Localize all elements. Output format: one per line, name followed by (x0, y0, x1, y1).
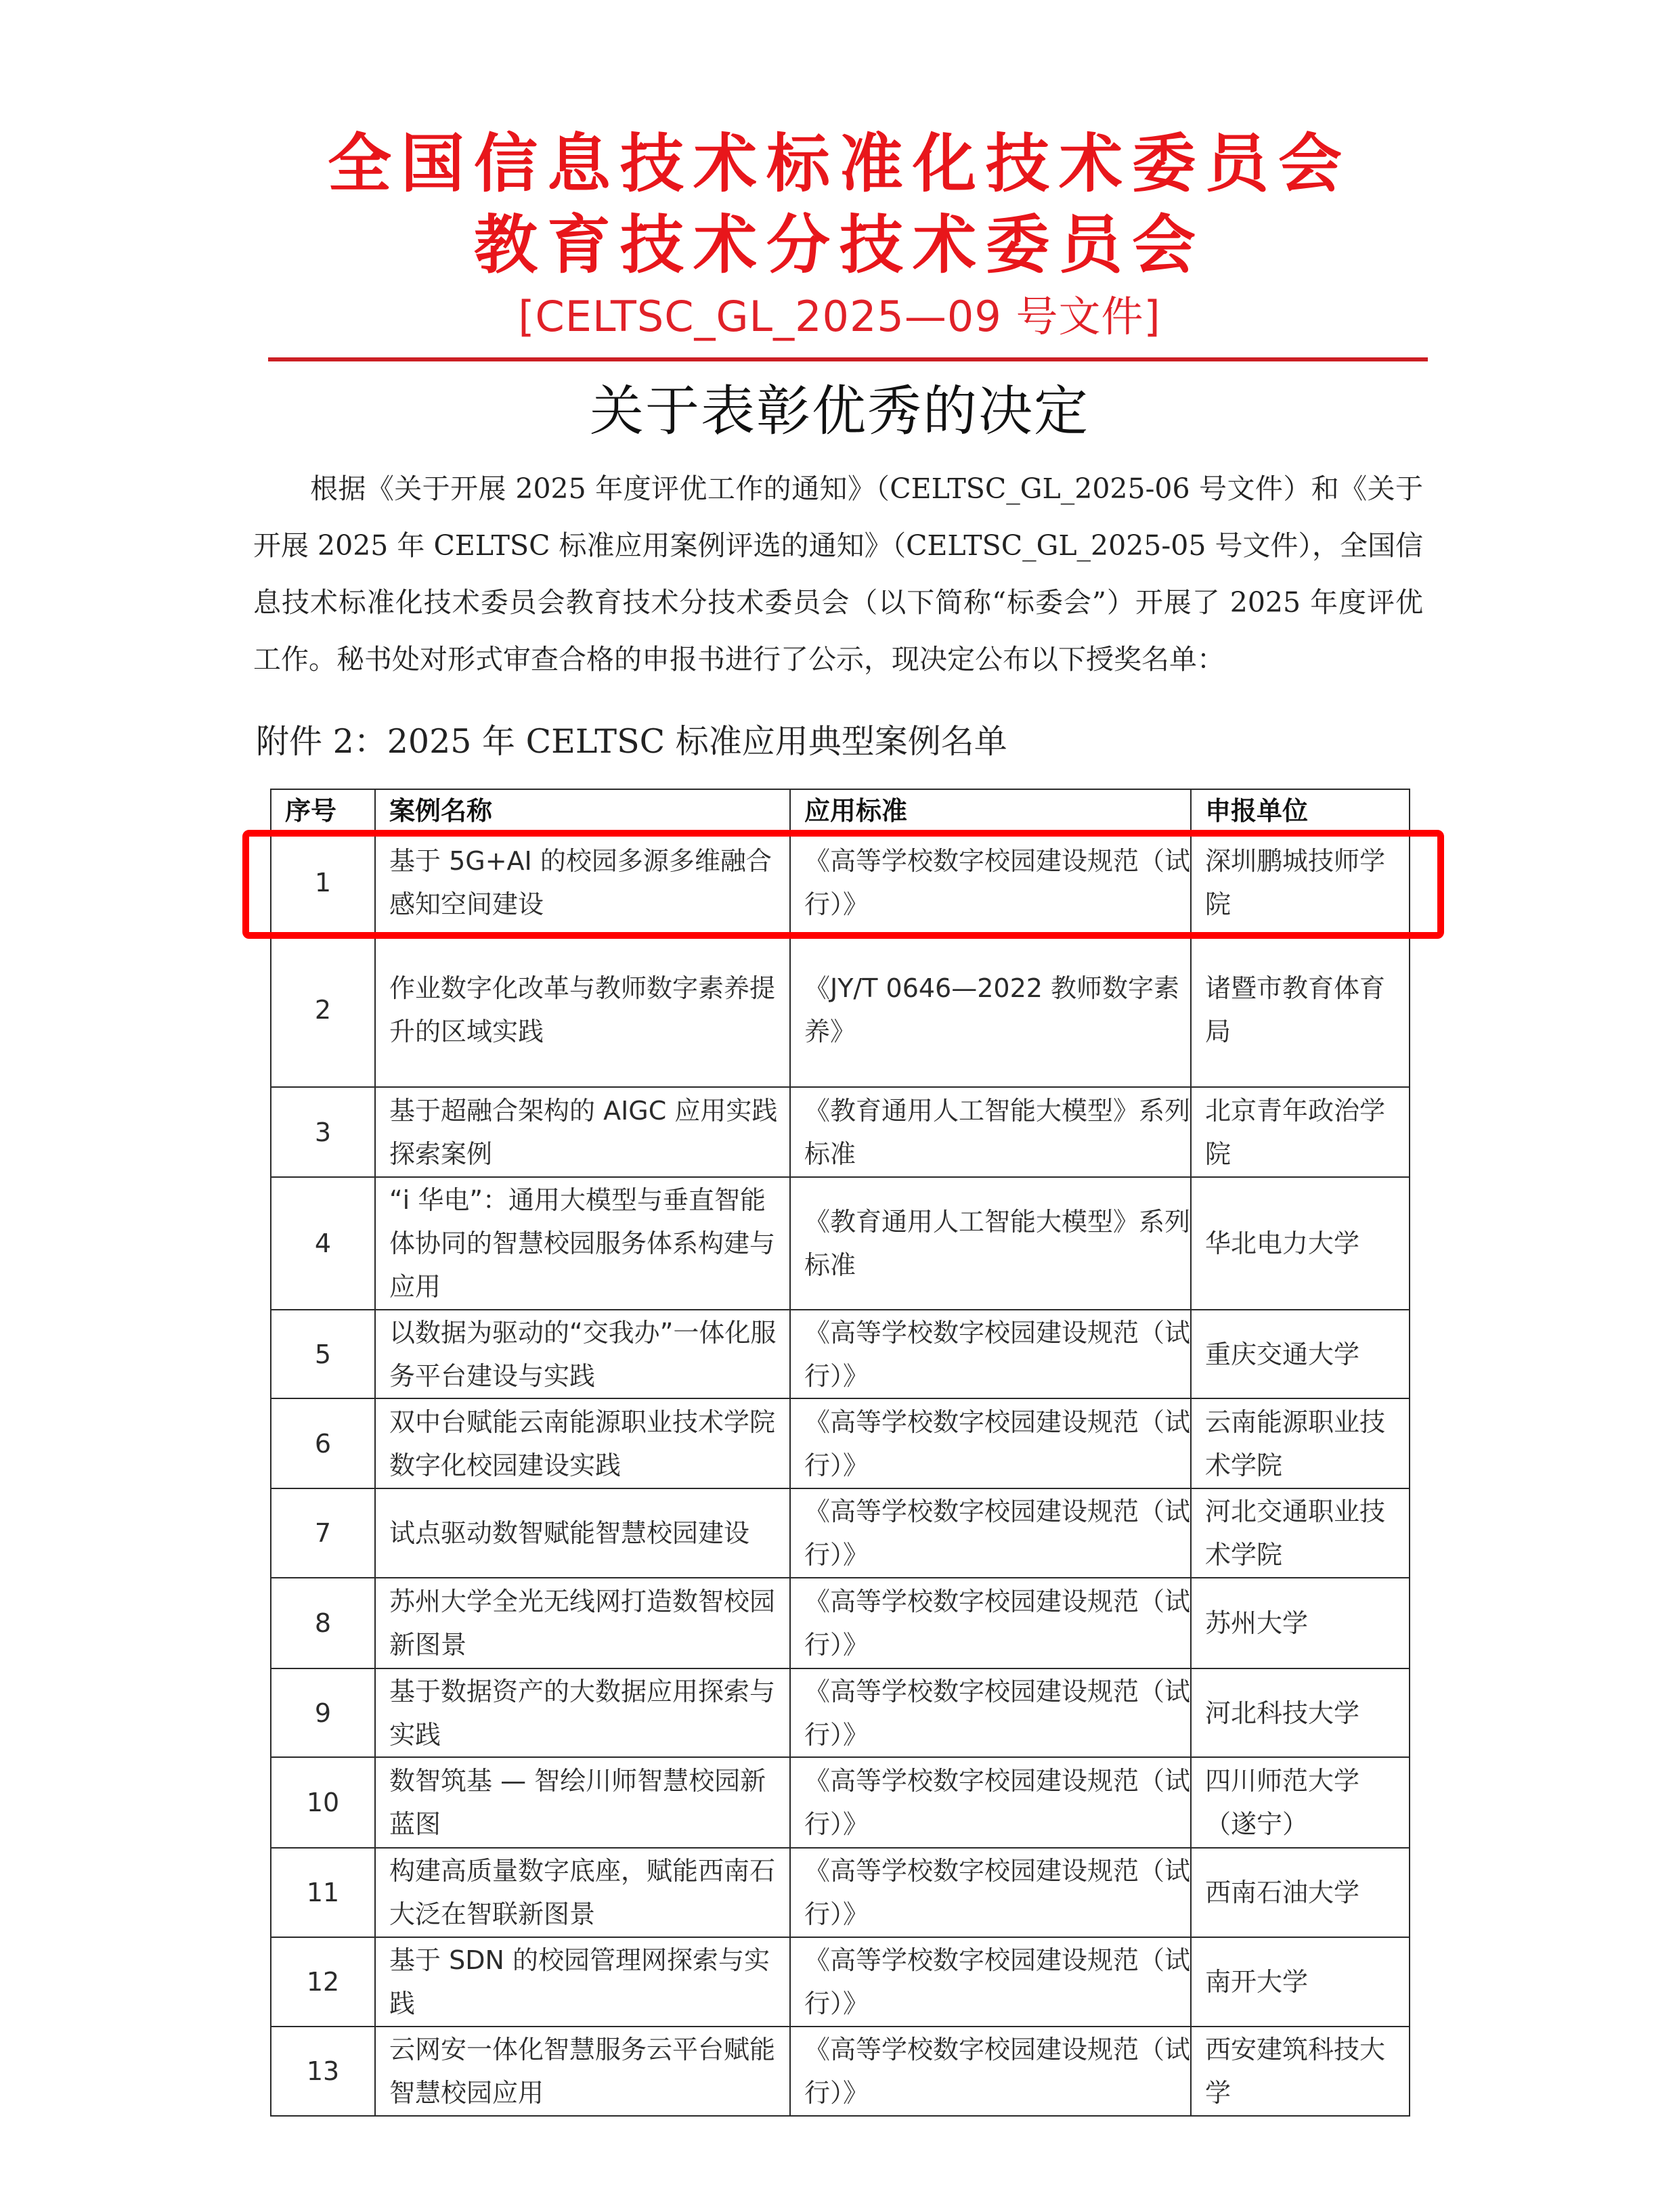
table-row (271, 1087, 1410, 1177)
cell-unit: 云南能源职业技术学院 (1191, 1398, 1410, 1488)
cell-no: 7 (271, 1488, 375, 1578)
cell-no: 12 (271, 1937, 375, 2027)
table-row (271, 1398, 1410, 1488)
cell-name: 试点驱动数智赋能智慧校园建设 (375, 1488, 790, 1578)
cell-standard: 《高等学校数字校园建设规范（试行）》 (790, 1398, 1191, 1488)
cell-name: 双中台赋能云南能源职业技术学院数字化校园建设实践 (375, 1398, 790, 1488)
table-row (271, 2027, 1410, 2116)
cell-name: 基于超融合架构的 AIGC 应用实践探索案例 (375, 1087, 790, 1177)
cell-standard: 《JY/T 0646—2022 教师数字素养》 (790, 933, 1191, 1087)
org-title-line2: 教育技术分技术委员会 (473, 208, 1205, 282)
cell-unit: 重庆交通大学 (1191, 1310, 1410, 1398)
table-row (271, 1578, 1410, 1668)
col-header-name: 案例名称 (375, 789, 790, 833)
attachment-title: 附件 2：2025 年 CELTSC 标准应用典型案例名单 (256, 722, 1007, 761)
cell-standard: 《高等学校数字校园建设规范（试行）》 (790, 1668, 1191, 1757)
table-row (271, 1848, 1410, 1937)
cell-name: 基于 5G+AI 的校园多源多维融合感知空间建设 (375, 833, 790, 933)
cell-standard: 《高等学校数字校园建设规范（试行）》 (790, 833, 1191, 933)
table-header-row (271, 789, 1410, 833)
table-row (271, 1668, 1410, 1757)
cell-unit: 河北交通职业技术学院 (1191, 1488, 1410, 1578)
cell-standard: 《高等学校数字校园建设规范（试行）》 (790, 1488, 1191, 1578)
cell-unit: 诸暨市教育体育局 (1191, 933, 1410, 1087)
cell-standard: 《高等学校数字校园建设规范（试行）》 (790, 1937, 1191, 2027)
cell-no: 3 (271, 1087, 375, 1177)
cell-name: 数智筑基 — 智绘川师智慧校园新蓝图 (375, 1757, 790, 1848)
cell-unit: 四川师范大学（遂宁） (1191, 1757, 1410, 1848)
col-header-standard: 应用标准 (790, 789, 1191, 833)
cell-no: 5 (271, 1310, 375, 1398)
cell-standard: 《高等学校数字校园建设规范（试行）》 (790, 2027, 1191, 2116)
table-row (271, 933, 1410, 1087)
cell-name: 苏州大学全光无线网打造数智校园新图景 (375, 1578, 790, 1668)
cell-unit: 苏州大学 (1191, 1578, 1410, 1668)
cell-no: 2 (271, 933, 375, 1087)
table-row (271, 833, 1410, 933)
org-title-line1: 全国信息技术标准化技术委员会 (327, 127, 1351, 201)
cell-standard: 《教育通用人工智能大模型》系列标准 (790, 1177, 1191, 1310)
cell-unit: 深圳鹏城技师学院 (1191, 833, 1410, 933)
table-row (271, 1488, 1410, 1578)
document-number: [CELTSC_GL_2025—09 号文件] (518, 292, 1161, 341)
cell-unit: 华北电力大学 (1191, 1177, 1410, 1310)
table-row (271, 1937, 1410, 2027)
cell-no: 13 (271, 2027, 375, 2116)
cell-unit: 南开大学 (1191, 1937, 1410, 2027)
table-row (271, 1757, 1410, 1848)
table-row (271, 1177, 1410, 1310)
cell-name: 作业数字化改革与教师数字素养提升的区域实践 (375, 933, 790, 1087)
cell-standard: 《高等学校数字校园建设规范（试行）》 (790, 1310, 1191, 1398)
col-header-unit: 申报单位 (1191, 789, 1410, 833)
cell-no: 4 (271, 1177, 375, 1310)
col-header-no: 序号 (271, 789, 375, 833)
cell-no: 6 (271, 1398, 375, 1488)
cell-unit: 河北科技大学 (1191, 1668, 1410, 1757)
cell-unit: 西南石油大学 (1191, 1848, 1410, 1937)
red-divider (268, 357, 1428, 361)
cell-name: 以数据为驱动的“交我办”一体化服务平台建设与实践 (375, 1310, 790, 1398)
cell-standard: 《教育通用人工智能大模型》系列标准 (790, 1087, 1191, 1177)
cell-name: 基于 SDN 的校园管理网探索与实践 (375, 1937, 790, 2027)
cell-name: 基于数据资产的大数据应用探索与实践 (375, 1668, 790, 1757)
cell-name: “i 华电”：通用大模型与垂直智能体协同的智慧校园服务体系构建与应用 (375, 1177, 790, 1310)
body-paragraph: 根据《关于开展 2025 年度评优工作的通知》（CELTSC_GL_2025-06 号文件）和《关于开展 2025 年 CELTSC 标准应用案例评选的通知》（CELTSC_GL_2025-05 号文件），全国信息技术标准化技术委员会教育技术分技术委员会（以下简称“标委会”）开展了 2025 年度评优工作。秘书处对形式审查合格的申报书进行了公示，现决定公布以下授奖名单： (253, 472, 1423, 676)
cell-name: 云网安一体化智慧服务云平台赋能智慧校园应用 (375, 2027, 790, 2116)
cell-unit: 北京青年政治学院 (1191, 1087, 1410, 1177)
cell-no: 9 (271, 1668, 375, 1757)
decision-heading: 关于表彰优秀的决定 (590, 380, 1089, 443)
cell-no: 1 (271, 833, 375, 933)
case-list-table (270, 789, 1410, 2117)
cell-standard: 《高等学校数字校园建设规范（试行）》 (790, 1578, 1191, 1668)
cell-name: 构建高质量数字底座，赋能西南石大泛在智联新图景 (375, 1848, 790, 1937)
cell-no: 11 (271, 1848, 375, 1937)
table-row (271, 1310, 1410, 1398)
cell-standard: 《高等学校数字校园建设规范（试行）》 (790, 1848, 1191, 1937)
cell-no: 8 (271, 1578, 375, 1668)
cell-no: 10 (271, 1757, 375, 1848)
cell-unit: 西安建筑科技大学 (1191, 2027, 1410, 2116)
cell-standard: 《高等学校数字校园建设规范（试行）》 (790, 1757, 1191, 1848)
